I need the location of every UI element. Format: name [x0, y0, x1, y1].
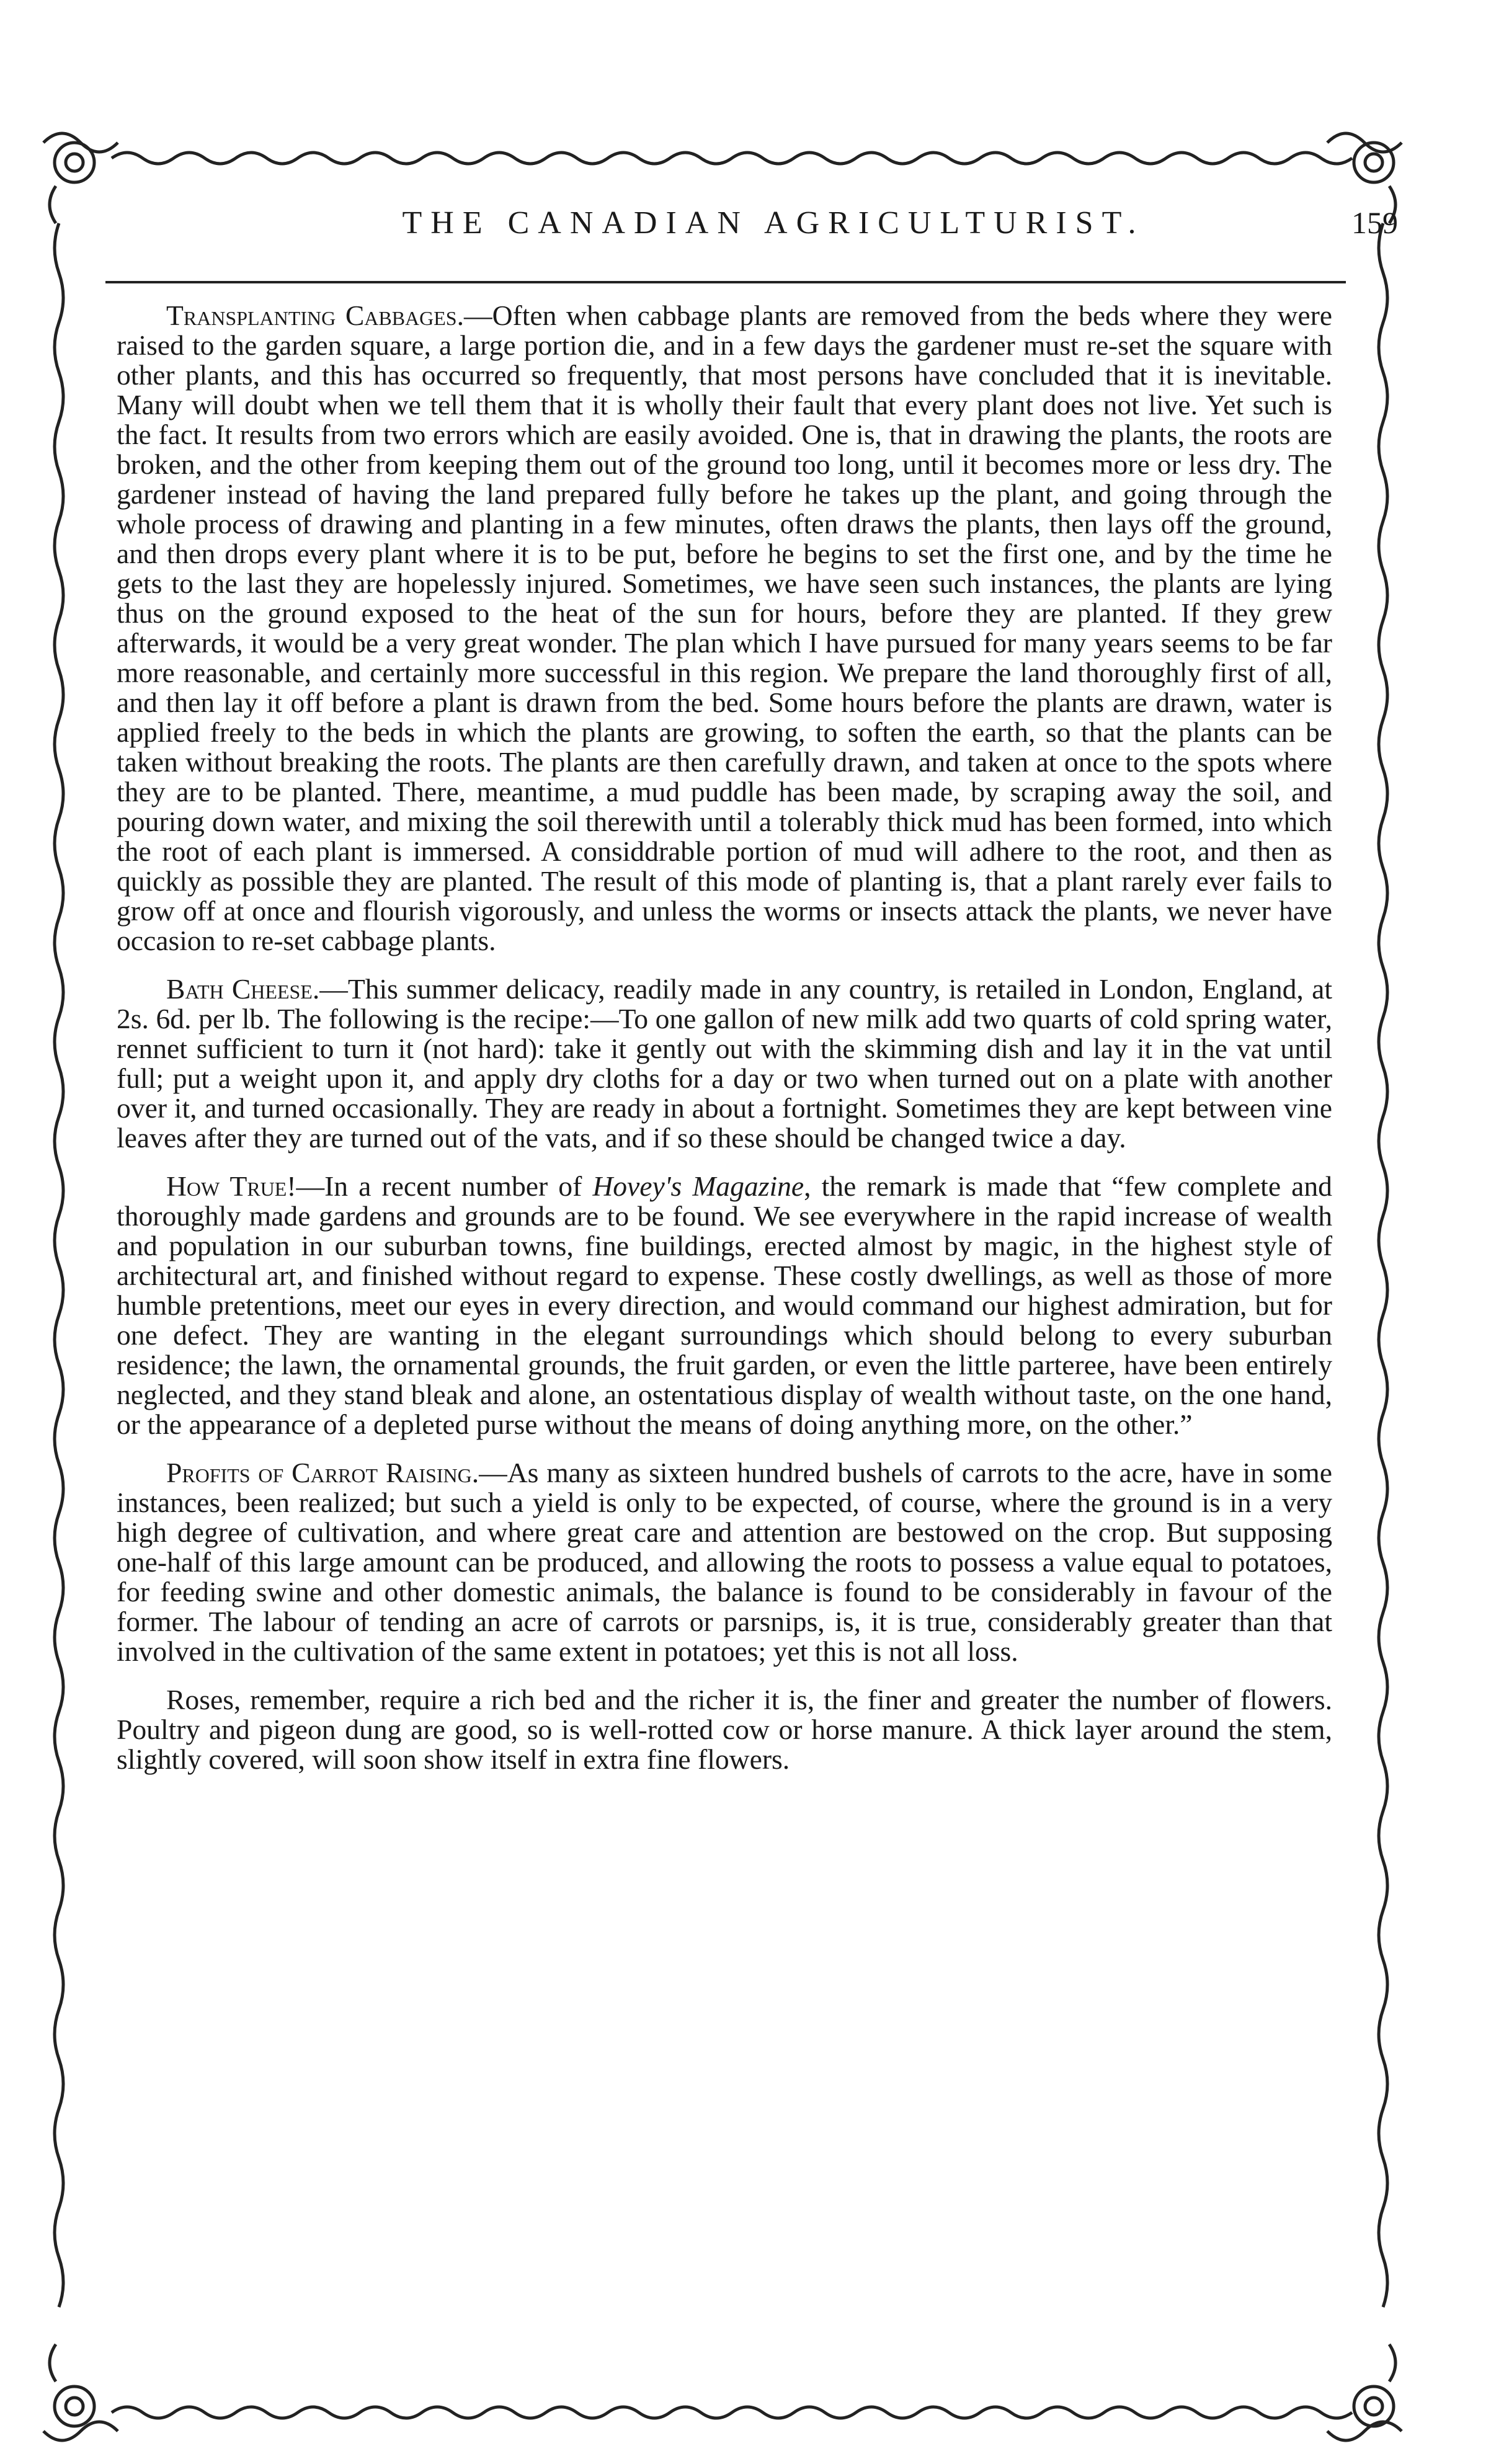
article-heading: Transplanting Cabbages. [166, 300, 465, 331]
article-bath-cheese [117, 974, 1332, 1153]
article-how-true [117, 1172, 1332, 1439]
article-body [117, 301, 1332, 1793]
article-roses [117, 1685, 1332, 1774]
article-text: , the remark is made that “few complete and thoroughly made gardens and grounds are to be found. We see everywhere in the rapid increase of wealth and population in our suburban towns, fine buildings, erected almost by magic, in the highest style of architectural art, and finished without regard to expense. These costly dwellings, as well as those of more humble pretentions, meet our eyes in every direction, and would command our highest admiration, but for one defect. They are wanting in the elegant surroundings which should belong to every suburban residence; the lawn, the ornamental grounds, the fruit garden, or even the little parteree, have been entirely neglected, and they stand bleak and alone, an ostentatious display of wealth without taste, on the one hand, or the appearance of a depleted purse without the means of doing anything more, on the other.” [117, 1170, 1332, 1440]
article-text: —Often when cabbage plants are removed from the beds where they were raised to the garden square, a large portion die, and in a few days the gardener must re-set the square with other plants, and this has occurred so frequently, that most persons have concluded that it is inevitable. Many will doubt when we tell them that it is wholly their fault that every plant does not live. Yet such is the fact. It results from two errors which are easily avoided. One is, that in drawing the plants, the roots are broken, and the other from keeping them out of the ground too long, until it becomes more or less dry. The gardener instead of having the land prepared fully before he takes up the plant, and going through the whole process of drawing and planting in a few minutes, often draws the plants, then lays off the ground, and then drops every plant where it is to be put, before he begins to set the first one, and by the time he gets to the last they are hopelessly injured. Sometimes, we have seen such instances, the plants are lying thus on the ground exposed to the heat of the sun for hours, before they are planted. If they grew afterwards, it would be a very great wonder. The plan which I have pursued for many years seems to be far more reasonable, and certainly more successful in this region. We prepare the land thoroughly first of all, and then lay it off before a plant is drawn from the bed. Some hours before the plants are drawn, water is applied freely to the beds in which the plants are growing, to soften the earth, so that the plants can be taken without breaking the roots. The plants are then carefully drawn, and taken at once to the spots where they are to be planted. There, meantime, a mud puddle has been made, by scraping away the soil, and pouring down water, and mixing the soil therewith until a tolerably thick mud has been formed, into which the root of each plant is immersed. A considdrable portion of mud will adhere to the root, and then as quickly as possible they are planted. The result of this mode of planting is, that a plant rarely ever fails to grow off at once and flourish vigorously, and unless the worms or insects attack the plants, we never have occasion to re-set cabbage plants. [117, 300, 1332, 956]
article-heading: How True! [166, 1170, 296, 1202]
article-transplanting-cabbages [117, 301, 1332, 956]
article-heading: Bath Cheese. [166, 973, 320, 1005]
article-heading: Profits of Carrot Raising. [166, 1457, 479, 1488]
corner-ornament-bottom-left [43, 2344, 118, 2440]
corner-ornament-bottom-right [1327, 2344, 1402, 2440]
article-carrot-raising [117, 1458, 1332, 1666]
article-text: —In a recent number of [296, 1170, 593, 1202]
article-text: —This summer delicacy, readily made in any country, is retailed in London, England, at 2s. 6d. per lb. The following is the recipe:—To one gallon of new milk add two quarts of cold spring water, rennet sufficient to turn it (not hard): take it gently out with the skimming dish and lay it in the vat until full; put a weight upon it, and apply dry cloths for a day or two when turned out on a plate with another over it, and turned occasionally. They are ready in about a fortnight. Sometimes they are kept between vine leaves after they are turned out of the vats, and if so these should be changed twice a day. [117, 973, 1333, 1154]
running-title: THE CANADIAN AGRICULTURIST. [402, 205, 1145, 241]
article-text: Roses, remember, require a rich bed and the richer it is, the finer and greater the number of flowers. Poultry and pigeon dung are good, so is well-rotted cow or horse manure. A thick layer around the stem, slightly covered, will soon show itself in extra fine flowers. [117, 1684, 1332, 1775]
page-number: 159 [1351, 205, 1398, 240]
page-header [149, 205, 1398, 267]
corner-ornament-top-left [43, 133, 118, 223]
article-text: —As many as sixteen hundred bushels of carrots to the acre, have in some instances, been realized; but such a yield is only to be expected, of course, where the ground is in a very high degree of cultivation, and where great care and attention are bestowed on the crop. But supposing one-half of this large amount can be produced, and allowing the roots to possess a value equal to potatoes, for feeding swine and other domestic animals, the balance is found to be considerably in favour of the former. The labour of tending an acre of carrots or parsnips, is, it is true, considerably greater than that involved in the cultivation of the same extent in potatoes; yet this is not all loss. [117, 1457, 1332, 1667]
magazine-title: Hovey's Magazine [592, 1170, 804, 1202]
